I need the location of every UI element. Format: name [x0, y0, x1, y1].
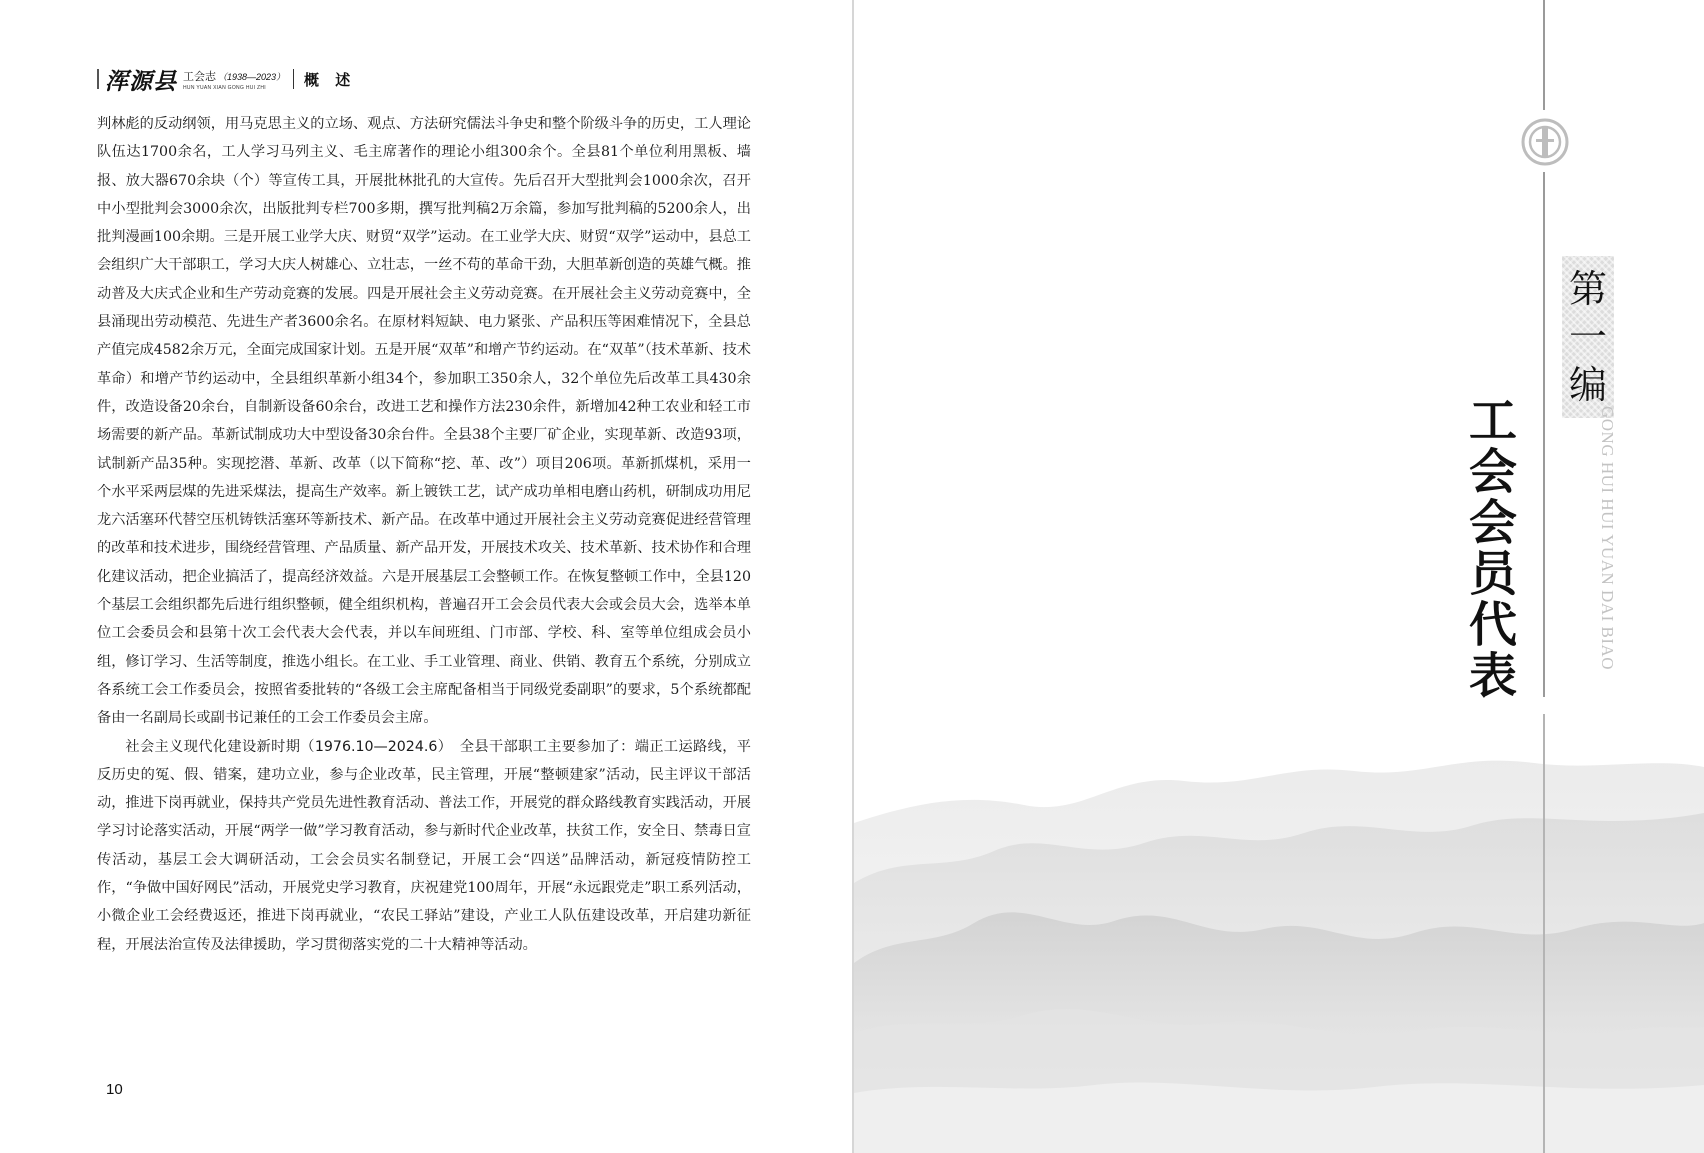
paragraph-1: 判林彪的反动纲领，用马克思主义的立场、观点、方法研究儒法斗争史和整个阶级斗争的历史，工人理论队伍达1700余名，工人学习马列主义、毛主席著作的理论小组300余个。全县81个单位利用黑板、墙报、放大器670余块（个）等宣传工具，开展批林批孔的大宣传。先后召开大型批判会1000余次，召开中小型批判会3000余次，出版批判专栏700多期，撰写批判稿2万余篇，参加写批判稿的5200余人，出批判漫画100余期。三是开展工业学大庆、财贸“双学”运动。在工业学大庆、财贸“双学”运动中，县总工会组织广大干部职工，学习大庆人树雄心、立壮志，一丝不苟的革命干劲，大胆革新创造的英雄气概。推动普及大庆式企业和生产劳动竞赛的发展。四是开展社会主义劳动竞赛。在开展社会主义劳动竞赛中，全县涌现出劳动模范、先进生产者3600余名。在原材料短缺、电力紧张、产品积压等困难情况下，全县总产值完成4582余万元，全面完成国家计划。五是开展“双革”和增产节约运动。在“双革”（技术革新、技术革命）和增产节约运动中，全县组织革新小组34个，参加职工350余人，32个单位先后改革工具430余件，改造设备20余台，自制新设备60余台，改进工艺和操作方法230余件，新增加42种工农业和轻工市场需要的新产品。革新试制成功大中型设备30余台件。全县38个主要厂矿企业，实现革新、改造93项，试制新产品35种。实现挖潜、革新、改革（以下简称“挖、革、改”）项目206项。革新抓煤机，采用一个水平采两层煤的先进采煤法，提高生产效率。新上镀铁工艺，试产成功单相电磨山药机，研制成功用尼龙六活塞环代替空压机铸铁活塞环等新技术、新产品。在改革中通过开展社会主义劳动竞赛促进经营管理的改革和技术进步，围绕经营管理、产品质量、新产品开发，开展技术攻关、技术革新、技术协作和合理化建议活动，把企业搞活了，提高经济效益。六是开展基层工会整顿工作。在恢复整顿工作中，全县120个基层工会组织都先后进行组织整顿，健全组织机构，普遍召开工会会员代表大会或会员大会，选举本单位工会委员会和县第十次工会代表大会代表，并以车间班组、门市部、学校、科、室等单位组成会员小组，修订学习、生活等制度，推选小组长。在工业、手工业管理、商业、供销、教育五个系统，分别成立各系统工会工作委员会，按照省委批转的“各级工会主席配备相当于同级党委副职”的要求，5个系统都配备由一名副局长或副书记兼任的工会工作委员会主席。 — [97, 116, 751, 727]
union-emblem-icon — [1520, 114, 1570, 170]
book-title-block — [183, 68, 285, 91]
part-title-char-5: 代 — [1468, 597, 1517, 653]
part-title — [1463, 393, 1523, 704]
decorative-line-top — [1543, 0, 1545, 110]
decorative-line-middle — [1543, 172, 1545, 697]
section-title: 概 述 — [304, 71, 357, 89]
paragraph-2-body: 全县干部职工主要参加了：端正工运路线，平反历史的冤、假、错案，建功立业，参与企业改革，民主管理，开展“整顿建家”活动，民主评议干部活动，推进下岗再就业，保持共产党员先进性教育活动、普法工作，开展党的群众路线教育实践活动，开展学习讨论落实活动，开展“两学一做”学习教育活动，参与新时代企业改革，扶贫工作，安全日、禁毒日宣传活动，基层工会大调研活动，工会会员实名制登记，开展工会“四送”品牌活动，新冠疫情防控工作，“争做中国好网民”活动，开展党史学习教育，庆祝建党100周年，开展“永远跟党走”职工系列活动，小微企业工会经费返还，推进下岗再就业，“农民工驿站”建设，产业工人队伍建设改革，开启建功新征程，开展法治宣传及法律援助，学习贯彻落实党的二十大精神等活动。 — [97, 738, 751, 953]
body-text — [97, 110, 751, 959]
book-title: 工会志 — [183, 70, 216, 83]
right-page — [854, 0, 1704, 1153]
part-label-char-1: 第 — [1568, 267, 1607, 311]
paragraph-2-lead: 社会主义现代化建设新时期（1976.10—2024.6） — [125, 738, 446, 755]
part-title-char-3: 会 — [1468, 495, 1517, 551]
header-separator — [293, 69, 294, 89]
ink-mountains-illustration — [854, 733, 1704, 1153]
paragraph-2 — [97, 733, 751, 959]
book-logo: 浑源县 — [105, 67, 177, 95]
running-header — [97, 64, 356, 94]
page-number: 10 — [106, 1081, 123, 1098]
part-title-pinyin: GONG HUI HUI YUAN DAI BIAO — [1598, 406, 1617, 671]
book-years: （1938—2023） — [218, 71, 286, 82]
part-label-banner — [1562, 256, 1614, 418]
part-title-char-1: 工 — [1468, 393, 1517, 449]
header-rule — [97, 69, 99, 89]
part-title-char-4: 员 — [1468, 546, 1517, 602]
book-title-pinyin: HUN YUAN XIAN GONG HUI ZHI — [183, 84, 266, 91]
part-title-char-2: 会 — [1468, 444, 1517, 500]
decorative-line-bottom — [1543, 714, 1545, 1153]
part-label-char-3: 编 — [1568, 363, 1607, 407]
part-title-char-6: 表 — [1468, 648, 1517, 704]
part-label-char-2: 一 — [1568, 315, 1607, 359]
